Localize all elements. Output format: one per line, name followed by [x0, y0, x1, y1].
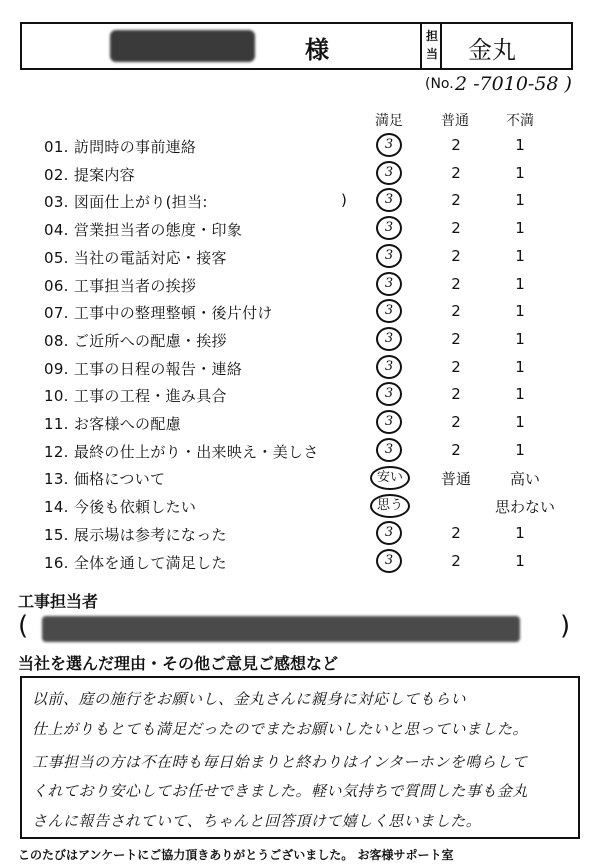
answer-bad: 1 — [515, 302, 525, 320]
comment-line: くれており安心してお任せできました。軽い気持ちで質問した事も金丸 — [32, 782, 528, 800]
answer-bad: 1 — [515, 275, 525, 293]
answer-bad: 1 — [515, 358, 525, 376]
question-text: 14. 今後も依頼したい — [44, 498, 197, 516]
answer-bad: 1 — [515, 385, 525, 403]
customer-honorific: 様 — [305, 36, 329, 64]
comment-line: 工事担当の方は不在時も毎日始まりと終わりはインターホンを鳴らして — [32, 753, 528, 771]
number-value: 2 -7010-58 ) — [455, 73, 572, 95]
header-dissatisfied: 不満 — [506, 113, 534, 129]
comment-line: 以前、庭の施行をお願いし、金丸さんに親身に対応してもらい — [32, 690, 467, 708]
question-text: 03. 図面仕上がり(担当: — [44, 193, 208, 211]
question-text: 06. 工事担当者の挨拶 — [44, 277, 197, 295]
selected-answer-digit: 3 — [384, 414, 394, 429]
selected-answer-digit: 3 — [384, 220, 394, 235]
number-prefix: (No. — [425, 76, 454, 92]
answer-normal: 2 — [451, 191, 461, 209]
engineer-close-paren: ) — [560, 611, 571, 641]
answer-bad: 1 — [515, 219, 525, 237]
engineer-open-paren: ( — [18, 611, 29, 641]
comment-line: 仕上がりもとても満足だったのでまたお願いしたいと思っていました。 — [32, 720, 529, 738]
answer-bad: 高い — [509, 470, 540, 488]
question-paren: ) — [341, 191, 347, 209]
selected-answer-digit: 3 — [384, 192, 394, 207]
answer-bad: 1 — [515, 552, 525, 570]
selected-answer-digit: 3 — [384, 553, 394, 568]
redacted-customer-name — [110, 30, 255, 62]
answer-normal: 2 — [451, 219, 461, 237]
answer-normal: 2 — [451, 524, 461, 542]
selected-answer-digit: 3 — [384, 303, 394, 318]
answer-bad: 1 — [515, 247, 525, 265]
selected-answer-oval: 安い — [370, 466, 410, 490]
answer-normal: 2 — [451, 441, 461, 459]
question-text: 13. 価格について — [44, 470, 166, 488]
question-text: 12. 最終の仕上がり・出来映え・美しさ — [44, 443, 319, 461]
header-satisfied: 満足 — [375, 113, 403, 129]
selected-answer-digit: 3 — [384, 386, 394, 401]
question-text: 09. 工事の日程の報告・連絡 — [44, 360, 243, 378]
question-text: 16. 全体を通して満足した — [44, 554, 227, 572]
answer-normal: 2 — [451, 136, 461, 154]
question-text: 07. 工事中の整理整頓・後片付け — [44, 304, 273, 322]
answer-bad: 1 — [515, 524, 525, 542]
selected-answer-digit: 3 — [384, 442, 394, 457]
comment-line: さんに報告されていて、ちゃんと回答頂けて嬉しく思いました。 — [32, 812, 482, 830]
question-text: 02. 提案内容 — [44, 166, 136, 184]
question-text: 04. 営業担当者の態度・印象 — [44, 221, 243, 239]
question-text: 05. 当社の電話対応・接客 — [44, 249, 227, 267]
selected-answer-oval: 思う — [370, 494, 410, 518]
answer-bad: 思わない — [494, 498, 555, 516]
header-normal: 普通 — [441, 113, 469, 129]
answer-normal: 普通 — [440, 470, 471, 488]
answer-bad: 1 — [515, 136, 525, 154]
answer-normal: 2 — [451, 385, 461, 403]
answer-normal: 2 — [451, 275, 461, 293]
question-text: 01. 訪問時の事前連絡 — [44, 138, 197, 156]
selected-answer-digit: 3 — [384, 331, 394, 346]
question-text: 15. 展示場は参考になった — [44, 526, 227, 544]
selected-answer-digit: 3 — [384, 525, 394, 540]
person-name: 金丸 — [468, 36, 516, 64]
question-text: 10. 工事の工程・進み具合 — [44, 387, 227, 405]
answer-bad: 1 — [515, 164, 525, 182]
footer-thanks: このたびはアンケートにご協力頂きありがとうございました。 お客様サポート室 — [18, 848, 454, 862]
engineer-label: 工事担当者 — [18, 592, 99, 611]
redacted-engineer-names — [42, 616, 520, 642]
answer-bad: 1 — [515, 191, 525, 209]
answer-normal: 2 — [451, 413, 461, 431]
comments-label: 当社を選んだ理由・その他ご意見ご感想など — [18, 654, 339, 673]
answer-bad: 1 — [515, 413, 525, 431]
answer-normal: 2 — [451, 302, 461, 320]
answer-normal: 2 — [451, 247, 461, 265]
selected-answer-digit: 3 — [384, 137, 394, 152]
answer-normal: 2 — [451, 358, 461, 376]
answer-bad: 1 — [515, 330, 525, 348]
answer-bad: 1 — [515, 441, 525, 459]
selected-answer-digit: 3 — [384, 165, 394, 180]
person-label: 担当 — [425, 29, 438, 61]
selected-answer-digit: 3 — [384, 359, 394, 374]
selected-answer-digit: 3 — [384, 248, 394, 263]
selected-answer-digit: 3 — [384, 276, 394, 291]
question-text: 08. ご近所への配慮・挨拶 — [44, 332, 227, 350]
question-text: 11. お客様への配慮 — [44, 415, 181, 433]
answer-normal: 2 — [451, 164, 461, 182]
answer-normal: 2 — [451, 330, 461, 348]
answer-normal: 2 — [451, 552, 461, 570]
